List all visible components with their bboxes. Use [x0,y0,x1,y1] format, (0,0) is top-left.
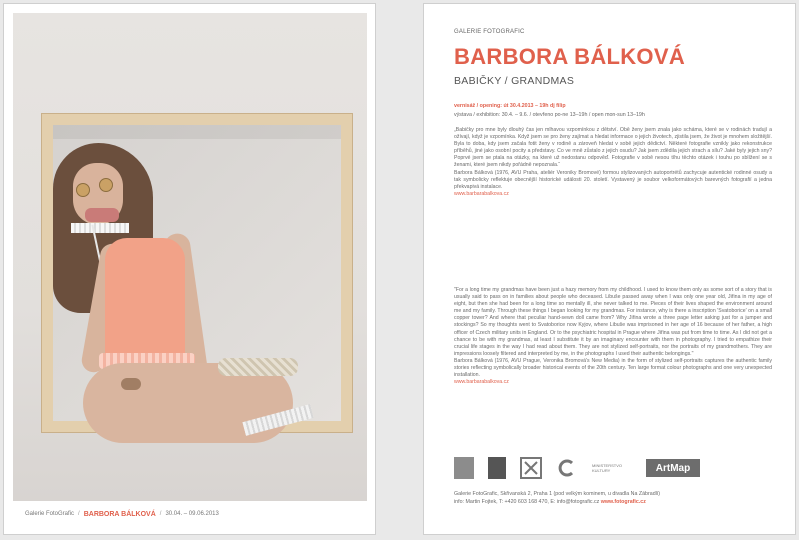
coin-eye-left [76,183,90,197]
rope-binding [218,358,298,376]
poster-card-left [3,3,376,535]
opening-info: vernisáž / opening: út 30.4.2013 – 19h dj filip [454,103,566,109]
ministry-logo-text: MINISTERSTVO KULTURY [592,463,623,473]
sponsor-logo-1 [454,457,474,479]
lace-collar [71,223,129,233]
sponsor-logo-3 [520,457,542,479]
sponsor-logo-2 [488,457,506,479]
english-text-block [454,287,772,386]
caption-artist: BARBORA BÁLKOVÁ [83,510,156,518]
cross-icon [523,460,539,476]
footer-contact-line [454,498,774,506]
artmap-logo: ArtMap [646,459,700,477]
footer-info [454,490,774,506]
figure-dress [105,238,185,368]
english-website-link[interactable]: www.barbarabalkova.cz [454,379,509,386]
czech-website-link[interactable]: www.barbarabalkova.cz [454,190,509,197]
english-bio: Barbora Bálková (1976, AVU Prague, Veronika Bromová's New Media) in the form of stylized self-portraits captures the authentic family stories reflecting symbolically broader historical events of the 20th century. Ten large format colour photographs and one very unexpected installation. [454,357,772,379]
poster-caption [13,504,367,524]
coin-eye-right [99,178,113,192]
artist-title: BARBORA BÁLKOVÁ [454,44,686,69]
held-object [121,378,141,390]
footer-website-link[interactable]: www.fotografic.cz [600,499,646,505]
footer-contact: info: Martin Fojtek, T: +420 603 168 470, E: info@fotografic.cz [454,499,600,505]
czech-quote: „Babičky pro mne byly dlouhý čas jen mlhavou vzpomínkou z dětství. Obě ženy jsem znala jako scháma, které se v rodinách tradují a ožívají, když je vzpomínka. Když jsem se pro ženy zajímat a hledat informace o jejich životech, zjistila jsem, že život je mnohem složitější. Byla to doba, kdy jsem začala fotit ženy v rodině a zároveň hledat v sobě jejich dědictví. Některé fotografie vznikly jako rekonstrukce příběhů, jiné jako osobní pocity a představy. Co ve mně zůstalo z jejich osudu? Jak jsem zdědila jejich strach a sílu? Jaké byly jejich sny? Poprvé jsem se ptala na otázky, na které už nedostanu odpověď. Fotografie v sobě nesou tíhu těchto otázek i touhu po sblížení se s ženami, které jsem nikdy pořádně nepoznala.“ [454,127,772,169]
czech-text-block [454,127,772,198]
exhibition-photo [13,13,367,501]
c-swirl-icon [557,458,577,478]
caption-divider-2: / [159,511,162,517]
gallery-name: GALERIE FOTOGRAFIC [454,29,525,35]
footer-address: Galerie FotoGrafic, Skřivanská 2, Praha 1 (pod velkým kominem, u divadla Na Zábradlí) [454,491,661,497]
czech-bio: Barbora Bálková (1976, AVU Praha, ateliér Veroniky Bromové) formou stylizovaných autoportrétů zachycuje autentické rodinné osudy a tak symbolicky reflektuje obecnější historické události 20. století. Vystavený je soubor velkoformátových barevných fotografií a jedna překvapivá instalace. [454,169,772,190]
exhibition-dates: výstava / exhibition: 30.4. – 9.6. / otevřeno po-ne 13–19h / open mon-sun 13–19h [454,112,645,118]
caption-dates: 30.04. – 09.06.2013 [165,511,219,517]
box-shadow [53,125,341,139]
mouth-gag [85,208,119,222]
caption-gallery: Galerie FotoGrafic [25,511,75,517]
poster-card-right [423,3,796,535]
sponsor-logo-4 [556,457,578,479]
sponsor-logos [454,454,774,482]
english-quote: "For a long time my grandmas have been just a hazy memory from my childhood. I used to know them only as some sort of a story that is usually said to pass on in families about people who deceased. Libuše passed away when I was only one year old, Jiřina in my age of eight, but then she had been for a long time so mentally ill, she never talked to me. Pieces of their lives shaped the environment around me and my family. Through these things I began looking for my grandmas. For instance, why is there a inscription 'Svatoborice' on a small copper tower? And where that peculiar hand-sewn doll came from? Why Jiřina wrote a three page letter asking just for a jumper and stockings? So my thoughts went to Svatoborice now Kyjov, where Libuše was imprisoned in her age of 16 because of her father, a high officer of Czech military units in England. Or to the psychiatric hospital in Prague where Jiřina was put from time to time. As I did not get a chance to be with my grandmas, at least I substitute it by an imaginary encounter with them in photography. I tried to empathize their crucial life stages in the way I had read about them. They are not stylized self-portraits, nor the portraits of my grandmothers. They are impressions loosely filtered and interpreted by me, in the photographs I used their authentic belongings." [454,287,772,357]
caption-divider: / [78,511,80,517]
exhibition-subtitle: BABIČKY / GRANDMAS [454,75,575,87]
